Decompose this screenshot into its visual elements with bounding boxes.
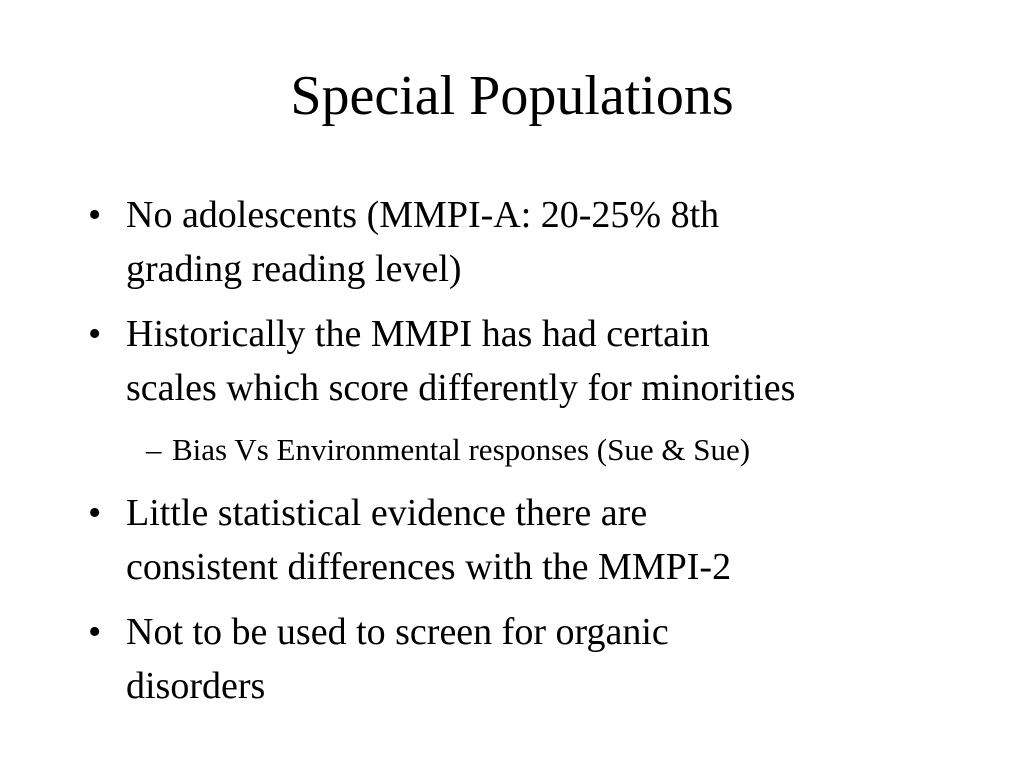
bullet-line: Historically the MMPI has had certain xyxy=(126,313,710,355)
bullet-dot-icon: • xyxy=(88,194,102,236)
bullet-line: consistent differences with the MMPI-2 xyxy=(126,546,732,588)
bullet-dot-icon: • xyxy=(88,611,102,653)
bullet-line: Little statistical evidence there are xyxy=(126,492,648,534)
bullet-line: grading reading level) xyxy=(126,248,462,290)
bullet-text xyxy=(126,605,966,713)
sub-bullet-dash-icon: – xyxy=(146,432,162,467)
sub-bullet-text: Bias Vs Environmental responses (Sue & Sue) xyxy=(172,432,751,467)
bullet-line: disorders xyxy=(126,665,266,707)
bullet-line: scales which score differently for minorities xyxy=(126,367,796,409)
bullet-line: Not to be used to screen for organic xyxy=(126,611,669,653)
bullet-line: No adolescents (MMPI-A: 20-25% 8th xyxy=(126,194,720,236)
bullet-text xyxy=(126,307,966,415)
bullet-text xyxy=(126,188,966,296)
slide-title: Special Populations xyxy=(290,65,734,127)
bullet-dot-icon: • xyxy=(88,492,102,534)
bullet-text xyxy=(126,486,966,594)
bullet-dot-icon: • xyxy=(88,313,102,355)
